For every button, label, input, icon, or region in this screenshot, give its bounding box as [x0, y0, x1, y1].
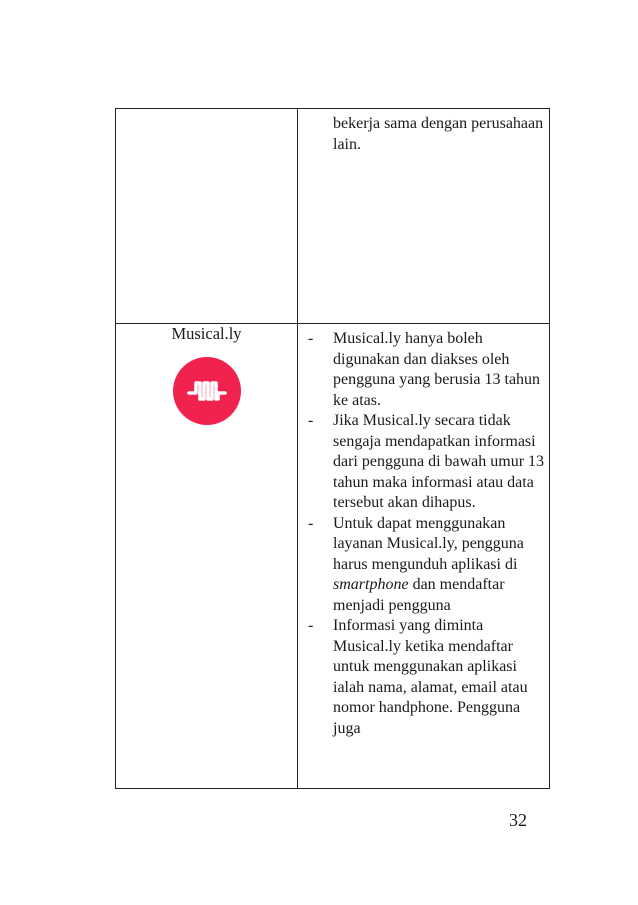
- bullet-dash: -: [308, 514, 314, 532]
- page-number: 32: [509, 810, 527, 830]
- bullet-text: Informasi yang diminta Musical.ly ketika mendaftar untuk menggunakan aplikasi ialah nama, alamat, email atau nomor handphone. Pengguna juga: [333, 617, 528, 737]
- bullet-dash: -: [308, 330, 314, 347]
- bullet-dash: -: [308, 412, 314, 429]
- bullet-text-italic: smartphone: [333, 576, 409, 593]
- table-row: [116, 324, 550, 789]
- app-name: Musical.ly: [171, 324, 242, 343]
- table-row: [116, 109, 550, 324]
- bullet-text: Musical.ly hanya boleh digunakan dan diakses oleh pengguna yang berusia 13 tahun ke atas.: [333, 330, 541, 409]
- list-item: [298, 514, 549, 617]
- app-cell-empty: [116, 109, 298, 324]
- bullet-text-before: Untuk dapat menggunakan layanan Musical.ly, pengguna harus mengunduh aplikasi di: [333, 514, 524, 573]
- bullet-text: Jika Musical.ly secara tidak sengaja mendapatkan informasi dari pengguna di bawah umur 13 tahun maka informasi atau data tersebut akan dihapus.: [333, 412, 545, 511]
- list-item: [298, 329, 549, 411]
- list-item: [298, 616, 549, 739]
- musically-logo-icon: [173, 357, 241, 425]
- continuation-text: bekerja sama dengan perusahaan lain.: [333, 115, 544, 153]
- policy-cell: [298, 109, 550, 324]
- policy-cell: [298, 324, 550, 789]
- bullet-text-after: dan mendaftar menjadi pengguna: [333, 576, 505, 614]
- list-item: [298, 411, 549, 514]
- app-cell: [116, 324, 298, 789]
- policy-table: [115, 108, 550, 789]
- policy-list: [298, 329, 549, 739]
- bullet-dash: -: [308, 617, 314, 634]
